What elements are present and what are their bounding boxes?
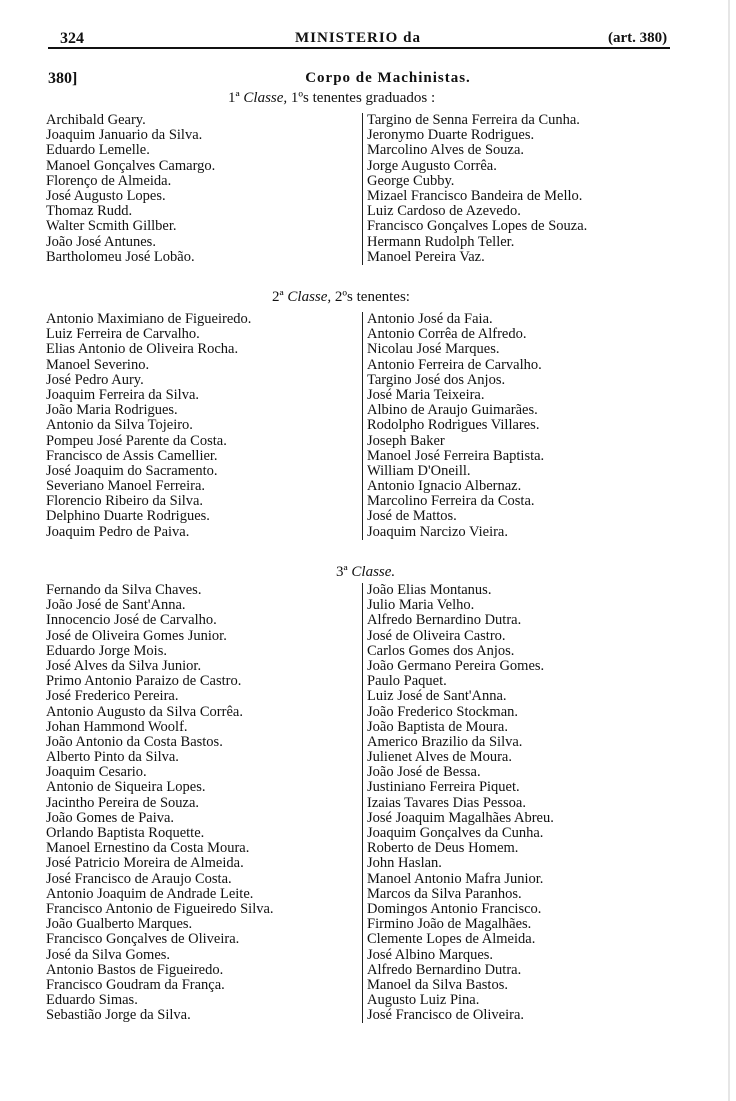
list-item: Archibald Geary. [46, 112, 146, 128]
class-1-right-column [362, 113, 587, 265]
list-item: Antonio Joaquim de Andrade Leite. [46, 885, 254, 902]
class-rank: 2ºs tenentes: [334, 289, 410, 305]
list-item: Clemente Lopes de Almeida. [367, 931, 536, 948]
list-item: Alfredo Bernardino Dutra. [367, 961, 522, 978]
list-item: Luiz José de Sant'Anna. [367, 688, 507, 705]
list-item: Rodolpho Rodrigues Villares. [367, 417, 540, 434]
list-item: João Germano Pereira Gomes. [367, 657, 545, 674]
list-item: Eduardo Jorge Mois. [46, 642, 167, 659]
list-item: Targino de Senna Ferreira da Cunha. [367, 112, 580, 128]
list-item: João José de Sant'Anna. [46, 597, 186, 614]
list-item: João Gualberto Marques. [46, 916, 193, 933]
list-item: Justiniano Ferreira Piquet. [367, 779, 520, 796]
list-item: Luiz Cardoso de Azevedo. [367, 203, 521, 220]
list-item: José Maria Teixeira. [367, 386, 485, 403]
list-item: Francisco Goudram da França. [46, 976, 225, 993]
list-item: Alberto Pinto da Silva. [46, 749, 179, 766]
list-item: Jeronymo Duarte Rodrigues. [367, 127, 535, 144]
list-item: Joaquim Januario da Silva. [46, 127, 203, 144]
list-item: Manoel José Ferreira Baptista. [367, 447, 545, 464]
list-item: Domingos Antonio Francisco. [367, 900, 542, 917]
list-item: José de Oliveira Gomes Junior. [46, 627, 227, 644]
list-item: Manoel Ernestino da Costa Moura. [46, 840, 250, 857]
list-item: Antonio Augusto da Silva Corrêa. [46, 703, 243, 720]
list-item: Francisco de Assis Camellier. [46, 447, 218, 464]
list-item: Antonio Maximiano de Figueiredo. [46, 311, 252, 327]
list-item: Antonio José da Faia. [367, 311, 493, 327]
list-item: Augusto Luiz Pina. [367, 992, 480, 1009]
list-item: Francisco Antonio de Figueiredo Silva. [46, 900, 274, 917]
list-item: Alfredo Bernardino Dutra. [367, 612, 522, 629]
list-item: José Joaquim do Sacramento. [46, 462, 218, 479]
list-item: José Joaquim Magalhães Abreu. [367, 809, 554, 826]
list-item: Eduardo Simas. [46, 992, 138, 1009]
list-item: José Francisco de Araujo Costa. [46, 870, 232, 887]
list-item: João José Antunes. [46, 233, 156, 250]
list-item: João Antonio da Costa Bastos. [46, 733, 223, 750]
list-item: Walter Scmith Gillber. [46, 218, 177, 235]
list-item: Luiz Ferreira de Carvalho. [46, 326, 200, 343]
list-item: Primo Antonio Paraizo de Castro. [46, 673, 242, 690]
list-item: Targino José dos Anjos. [367, 371, 506, 388]
class-3-right-column [362, 583, 554, 1023]
class-heading-1 [228, 90, 435, 107]
list-item: Severiano Manoel Ferreira. [46, 478, 206, 495]
list-item: Elias Antonio de Oliveira Rocha. [46, 341, 239, 358]
list-item: Joaquim Ferreira da Silva. [46, 386, 200, 403]
list-item: Manoel da Silva Bastos. [367, 976, 508, 993]
running-title: MINISTERIO da [295, 30, 421, 46]
class-1-left-column [46, 113, 215, 265]
list-item: José da Silva Gomes. [46, 946, 171, 963]
list-item: Bartholomeu José Lobão. [46, 248, 195, 265]
list-item: João Gomes de Paiva. [46, 809, 175, 826]
list-item: José Alves da Silva Junior. [46, 657, 202, 674]
list-item: Carlos Gomes dos Anjos. [367, 642, 515, 659]
list-item: Joaquim Narcizo Vieira. [367, 523, 508, 540]
list-item: Joaquim Cesario. [46, 764, 147, 781]
list-item: José Frederico Pereira. [46, 688, 179, 705]
list-item: Antonio Ferreira de Carvalho. [367, 356, 542, 373]
list-item: Roberto de Deus Homem. [367, 840, 519, 857]
list-item: Pompeu José Parente da Costa. [46, 432, 227, 449]
list-item: José Pedro Aury. [46, 371, 144, 388]
list-item: Manoel Antonio Mafra Junior. [367, 870, 544, 887]
list-item: Fernando da Silva Chaves. [46, 582, 202, 598]
list-item: Antonio Ignacio Albernaz. [367, 478, 522, 495]
list-item: José de Oliveira Castro. [367, 627, 506, 644]
class-heading-3 [336, 564, 395, 581]
page-number: 324 [60, 30, 84, 47]
list-item: Firmino João de Magalhães. [367, 916, 532, 933]
list-item: João Baptista de Moura. [367, 718, 508, 735]
list-item: Manoel Severino. [46, 356, 150, 373]
list-item: Paulo Paquet. [367, 673, 447, 690]
list-item: Joaquim Pedro de Paiva. [46, 523, 190, 540]
article-reference: (art. 380) [608, 30, 668, 46]
class-ordinal: 3ª [336, 564, 348, 580]
list-item: Americo Brazilio da Silva. [367, 733, 523, 750]
list-item: Julio Maria Velho. [367, 597, 475, 614]
list-item: Francisco Gonçalves de Oliveira. [46, 931, 240, 948]
list-item: William D'Oneill. [367, 462, 471, 479]
class-label: Classe. [351, 564, 396, 580]
list-item: João Frederico Stockman. [367, 703, 519, 720]
class-3-left-column [46, 583, 274, 1023]
list-item: João José de Bessa. [367, 764, 481, 781]
list-item: Florencio Ribeiro da Silva. [46, 493, 204, 510]
list-item: Izaias Tavares Dias Pessoa. [367, 794, 526, 811]
list-item: João Elias Montanus. [367, 582, 492, 598]
class-label: Classe, [243, 90, 288, 106]
class-heading-2 [272, 289, 410, 306]
list-item: Antonio de Siqueira Lopes. [46, 779, 206, 796]
list-item: George Cubby. [367, 172, 455, 189]
list-item: Jorge Augusto Corrêa. [367, 157, 497, 174]
list-item: Florenço de Almeida. [46, 172, 172, 189]
list-item: José Albino Marques. [367, 946, 494, 963]
list-item: José de Mattos. [367, 508, 457, 525]
page-edge-shadow [728, 0, 730, 1101]
list-item: Joseph Baker [367, 432, 445, 449]
header-rule [48, 47, 670, 49]
article-number: 380] [48, 70, 78, 87]
list-item: José Patricio Moreira de Almeida. [46, 855, 244, 872]
list-item: Delphino Duarte Rodrigues. [46, 508, 210, 525]
list-item: Manoel Pereira Vaz. [367, 248, 485, 265]
list-item: Marcolino Ferreira da Costa. [367, 493, 535, 510]
list-item: Jacintho Pereira de Souza. [46, 794, 200, 811]
list-item: Orlando Baptista Roquette. [46, 825, 205, 841]
list-item: Antonio Corrêa de Alfredo. [367, 326, 527, 343]
list-item: Marcos da Silva Paranhos. [367, 885, 522, 902]
class-label: Classe, [287, 289, 332, 305]
section-title: Corpo de Machinistas. [305, 70, 471, 86]
list-item: Antonio da Silva Tojeiro. [46, 417, 193, 434]
list-item: Marcolino Alves de Souza. [367, 142, 525, 159]
list-item: Francisco Gonçalves Lopes de Souza. [367, 218, 588, 235]
list-item: Hermann Rudolph Teller. [367, 233, 515, 250]
list-item: Julienet Alves de Moura. [367, 749, 512, 766]
list-item: Johan Hammond Woolf. [46, 718, 188, 735]
class-ordinal: 1ª [228, 90, 240, 106]
class-2-right-column [362, 312, 544, 540]
list-item: Joaquim Gonçalves da Cunha. [367, 825, 544, 841]
class-2-left-column [46, 312, 251, 540]
class-ordinal: 2ª [272, 289, 284, 305]
list-item: José Francisco de Oliveira. [367, 1007, 525, 1024]
list-item: Nicolau José Marques. [367, 341, 500, 358]
list-item: Antonio Bastos de Figueiredo. [46, 961, 224, 978]
list-item: José Augusto Lopes. [46, 187, 166, 204]
list-item: Mizael Francisco Bandeira de Mello. [367, 187, 583, 204]
list-item: Sebastião Jorge da Silva. [46, 1007, 191, 1024]
list-item: João Maria Rodrigues. [46, 402, 178, 419]
list-item: Eduardo Lemelle. [46, 142, 150, 159]
list-item: Manoel Gonçalves Camargo. [46, 157, 216, 174]
class-rank: 1ºs tenentes graduados : [290, 90, 436, 106]
list-item: Innocencio José de Carvalho. [46, 612, 217, 629]
list-item: John Haslan. [367, 855, 442, 872]
list-item: Albino de Araujo Guimarães. [367, 402, 538, 419]
list-item: Thomaz Rudd. [46, 203, 133, 220]
